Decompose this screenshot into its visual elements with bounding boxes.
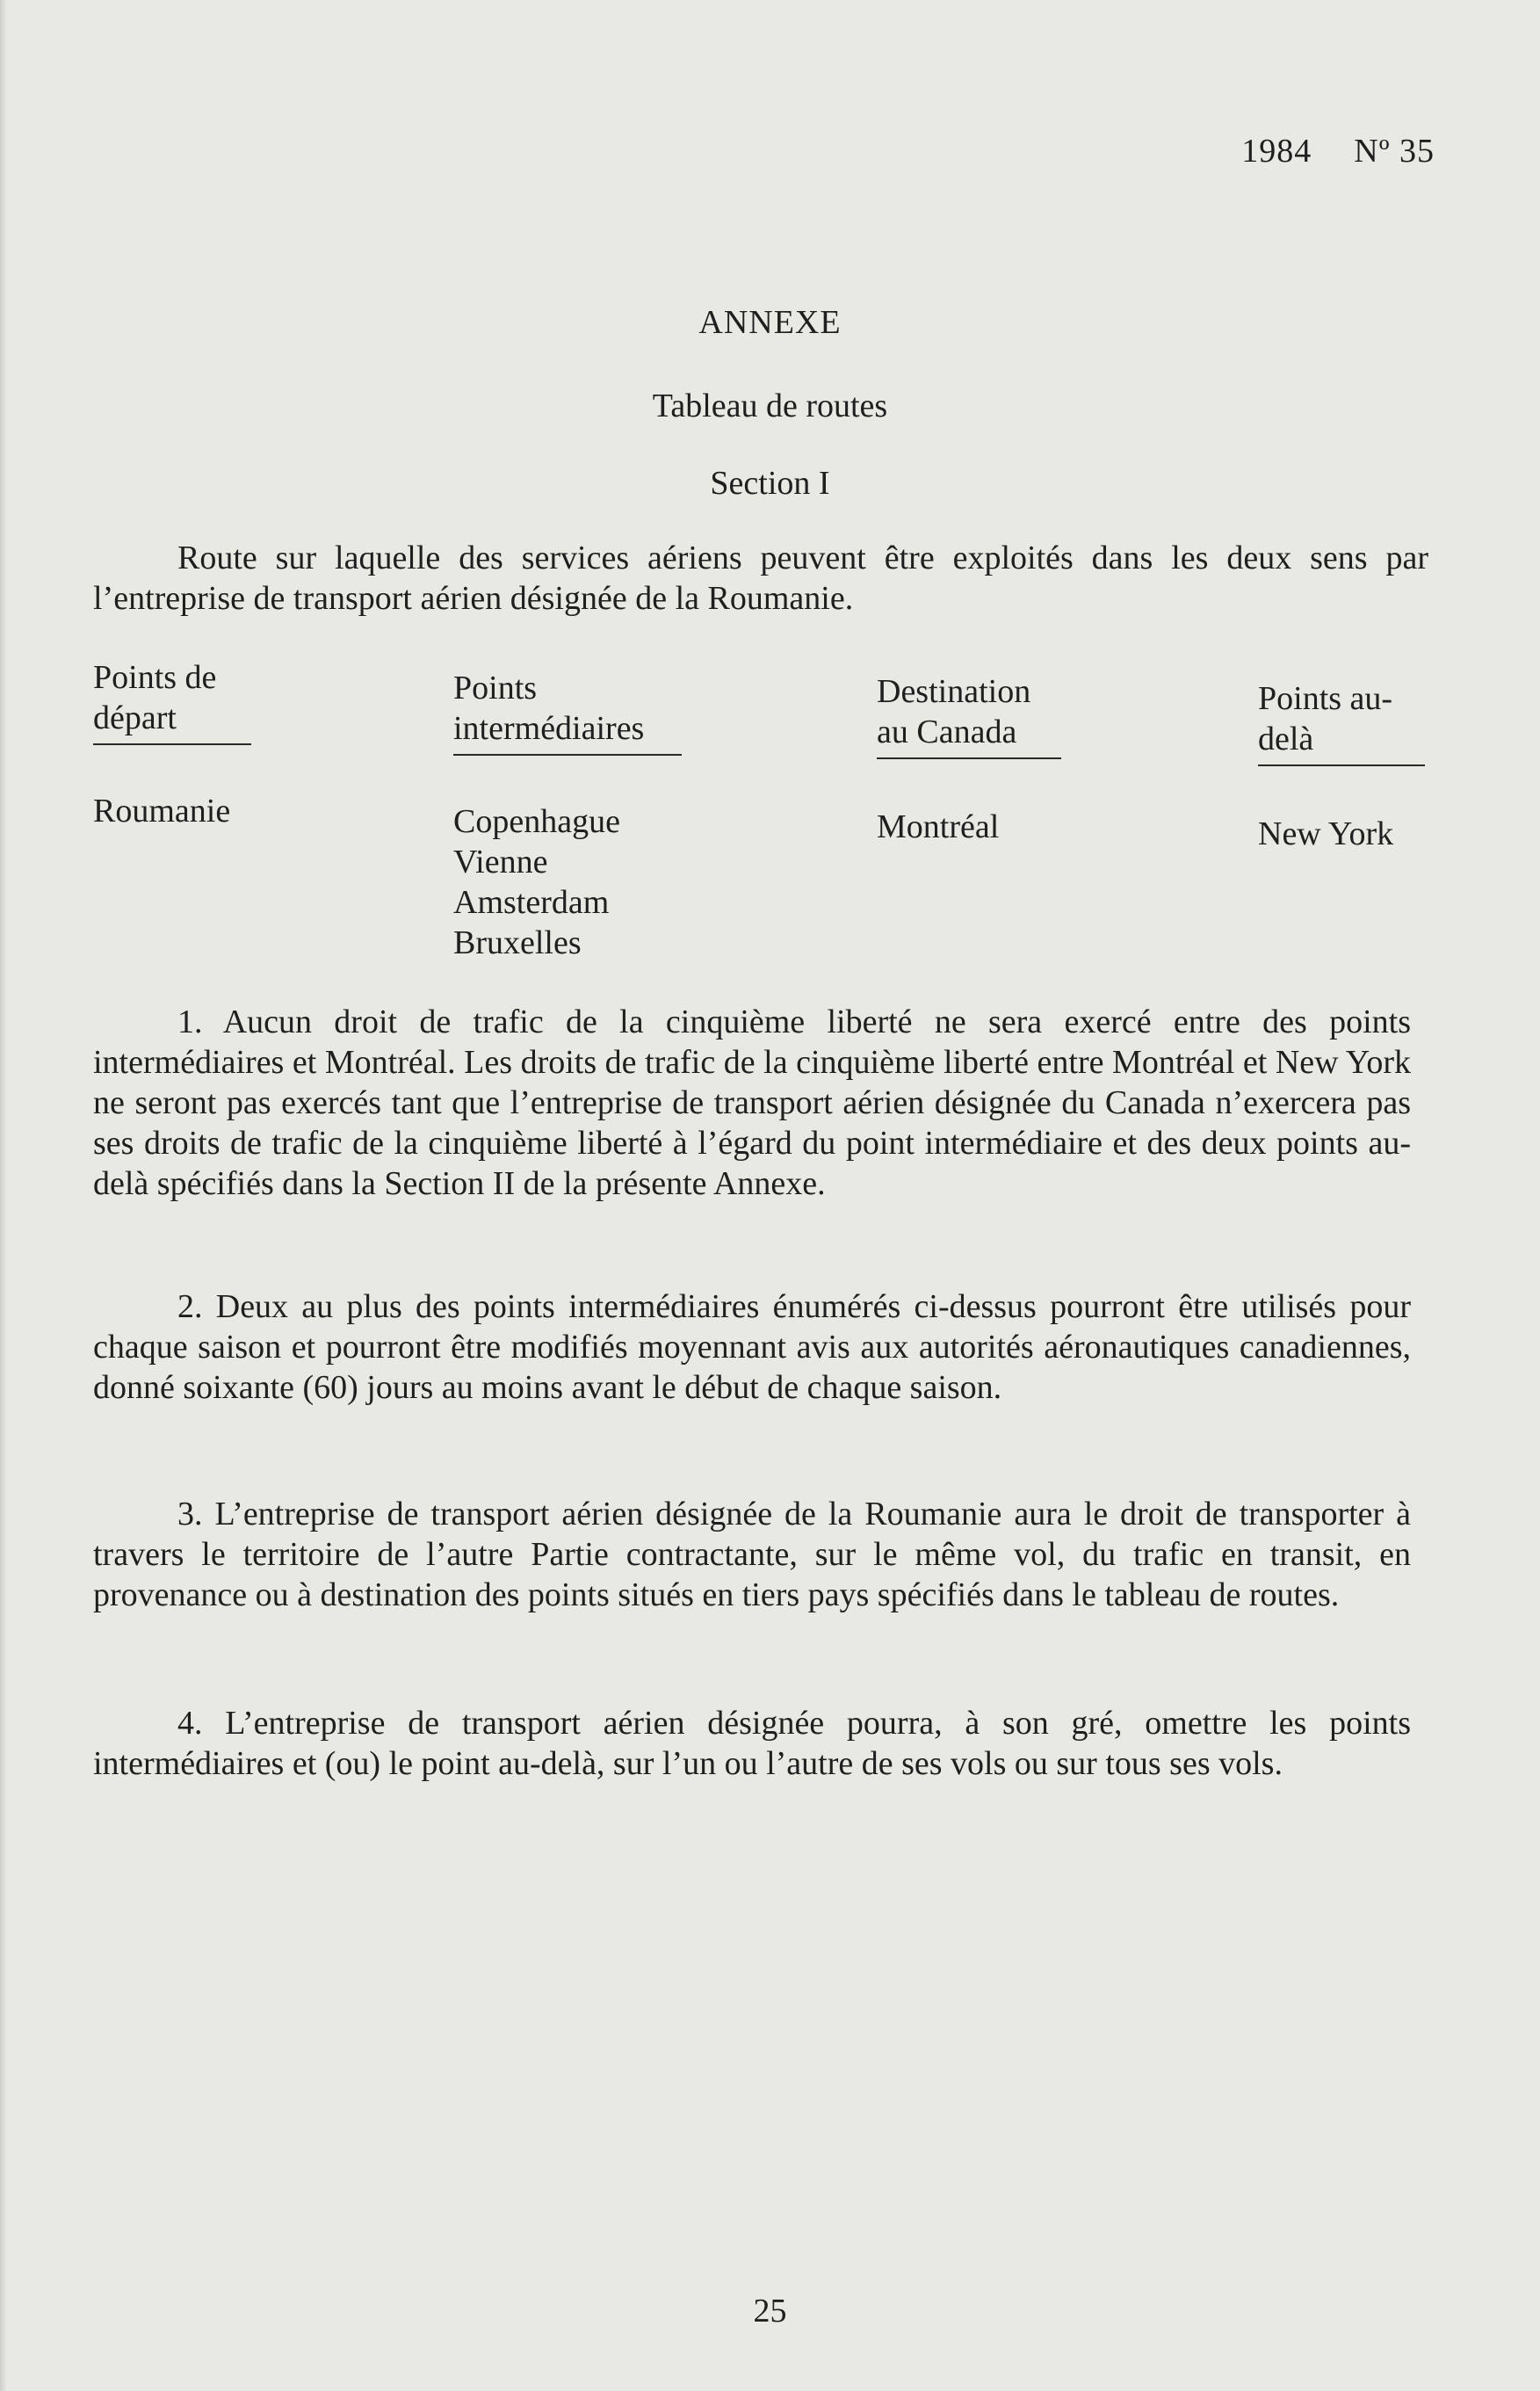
column-header-intermediaires: Points intermédiaires <box>453 668 682 756</box>
list-item: Bruxelles <box>453 924 582 961</box>
paragraph-1: 1. Aucun droit de trafic de la cinquième liberté ne sera exercé entre des points intermédiaires et Montréal. Les droits de trafic de la cinquième liberté entre Montréal et New York ne seront pas exercés tant que l’entreprise de transport aérien désignée du Canada n’exercera pas ses droits de trafic de la cinquième liberté à l’égard du point intermédiaire et des deux points au-delà spécifiés dans la Section II de la présente Annexe. <box>93 1003 1411 1202</box>
list-item: Copenhague <box>453 803 620 840</box>
column-header-destination: Destination au Canada <box>877 671 1061 759</box>
column-header-audela: Points au-delà <box>1258 678 1425 766</box>
header-number: Nº 35 <box>1354 133 1435 170</box>
section-heading: Section I <box>710 465 830 502</box>
intro-paragraph: Route sur laquelle des services aériens peuvent être exploités dans les deux sens par l’entreprise de transport aérien désignée de la Roumanie. <box>93 540 1428 617</box>
route-table-title: Tableau de routes <box>652 388 888 424</box>
page-number: 25 <box>753 2293 787 2329</box>
page-header <box>1241 132 1435 170</box>
paragraph-2: 2. Deux au plus des points intermédiaires énumérés ci-dessus pourront être utilisés pour chaque saison et pourront être modifiés moyennant avis aux autorités aéronautiques canadiennes, donné soixante (60) jours au moins avant le début de chaque saison. <box>93 1288 1411 1406</box>
paragraph-3: 3. L’entreprise de transport aérien désignée de la Roumanie aura le droit de transporter à travers le territoire de l’autre Partie contractante, sur le même vol, du trafic en transit, en provenance ou à destination des points situés en tiers pays spécifiés dans le tableau de routes. <box>93 1496 1411 1613</box>
list-item: Vienne <box>453 844 548 880</box>
paragraph-4: 4. L’entreprise de transport aérien désignée pourra, à son gré, omettre les points intermédiaires et (ou) le point au-delà, sur l’un ou l’autre de ses vols ou sur tous ses vols. <box>93 1705 1411 1782</box>
cell-depart: Roumanie <box>93 793 231 830</box>
list-item: Amsterdam <box>453 884 610 921</box>
annex-title: ANNEXE <box>698 304 842 341</box>
header-year: 1984 <box>1241 133 1312 170</box>
cell-intermediaires <box>453 801 620 963</box>
column-header-depart: Points de départ <box>93 657 251 745</box>
page-edge-shadow <box>0 0 7 2391</box>
cell-audela: New York <box>1258 815 1394 852</box>
cell-destination: Montréal <box>877 808 1000 845</box>
